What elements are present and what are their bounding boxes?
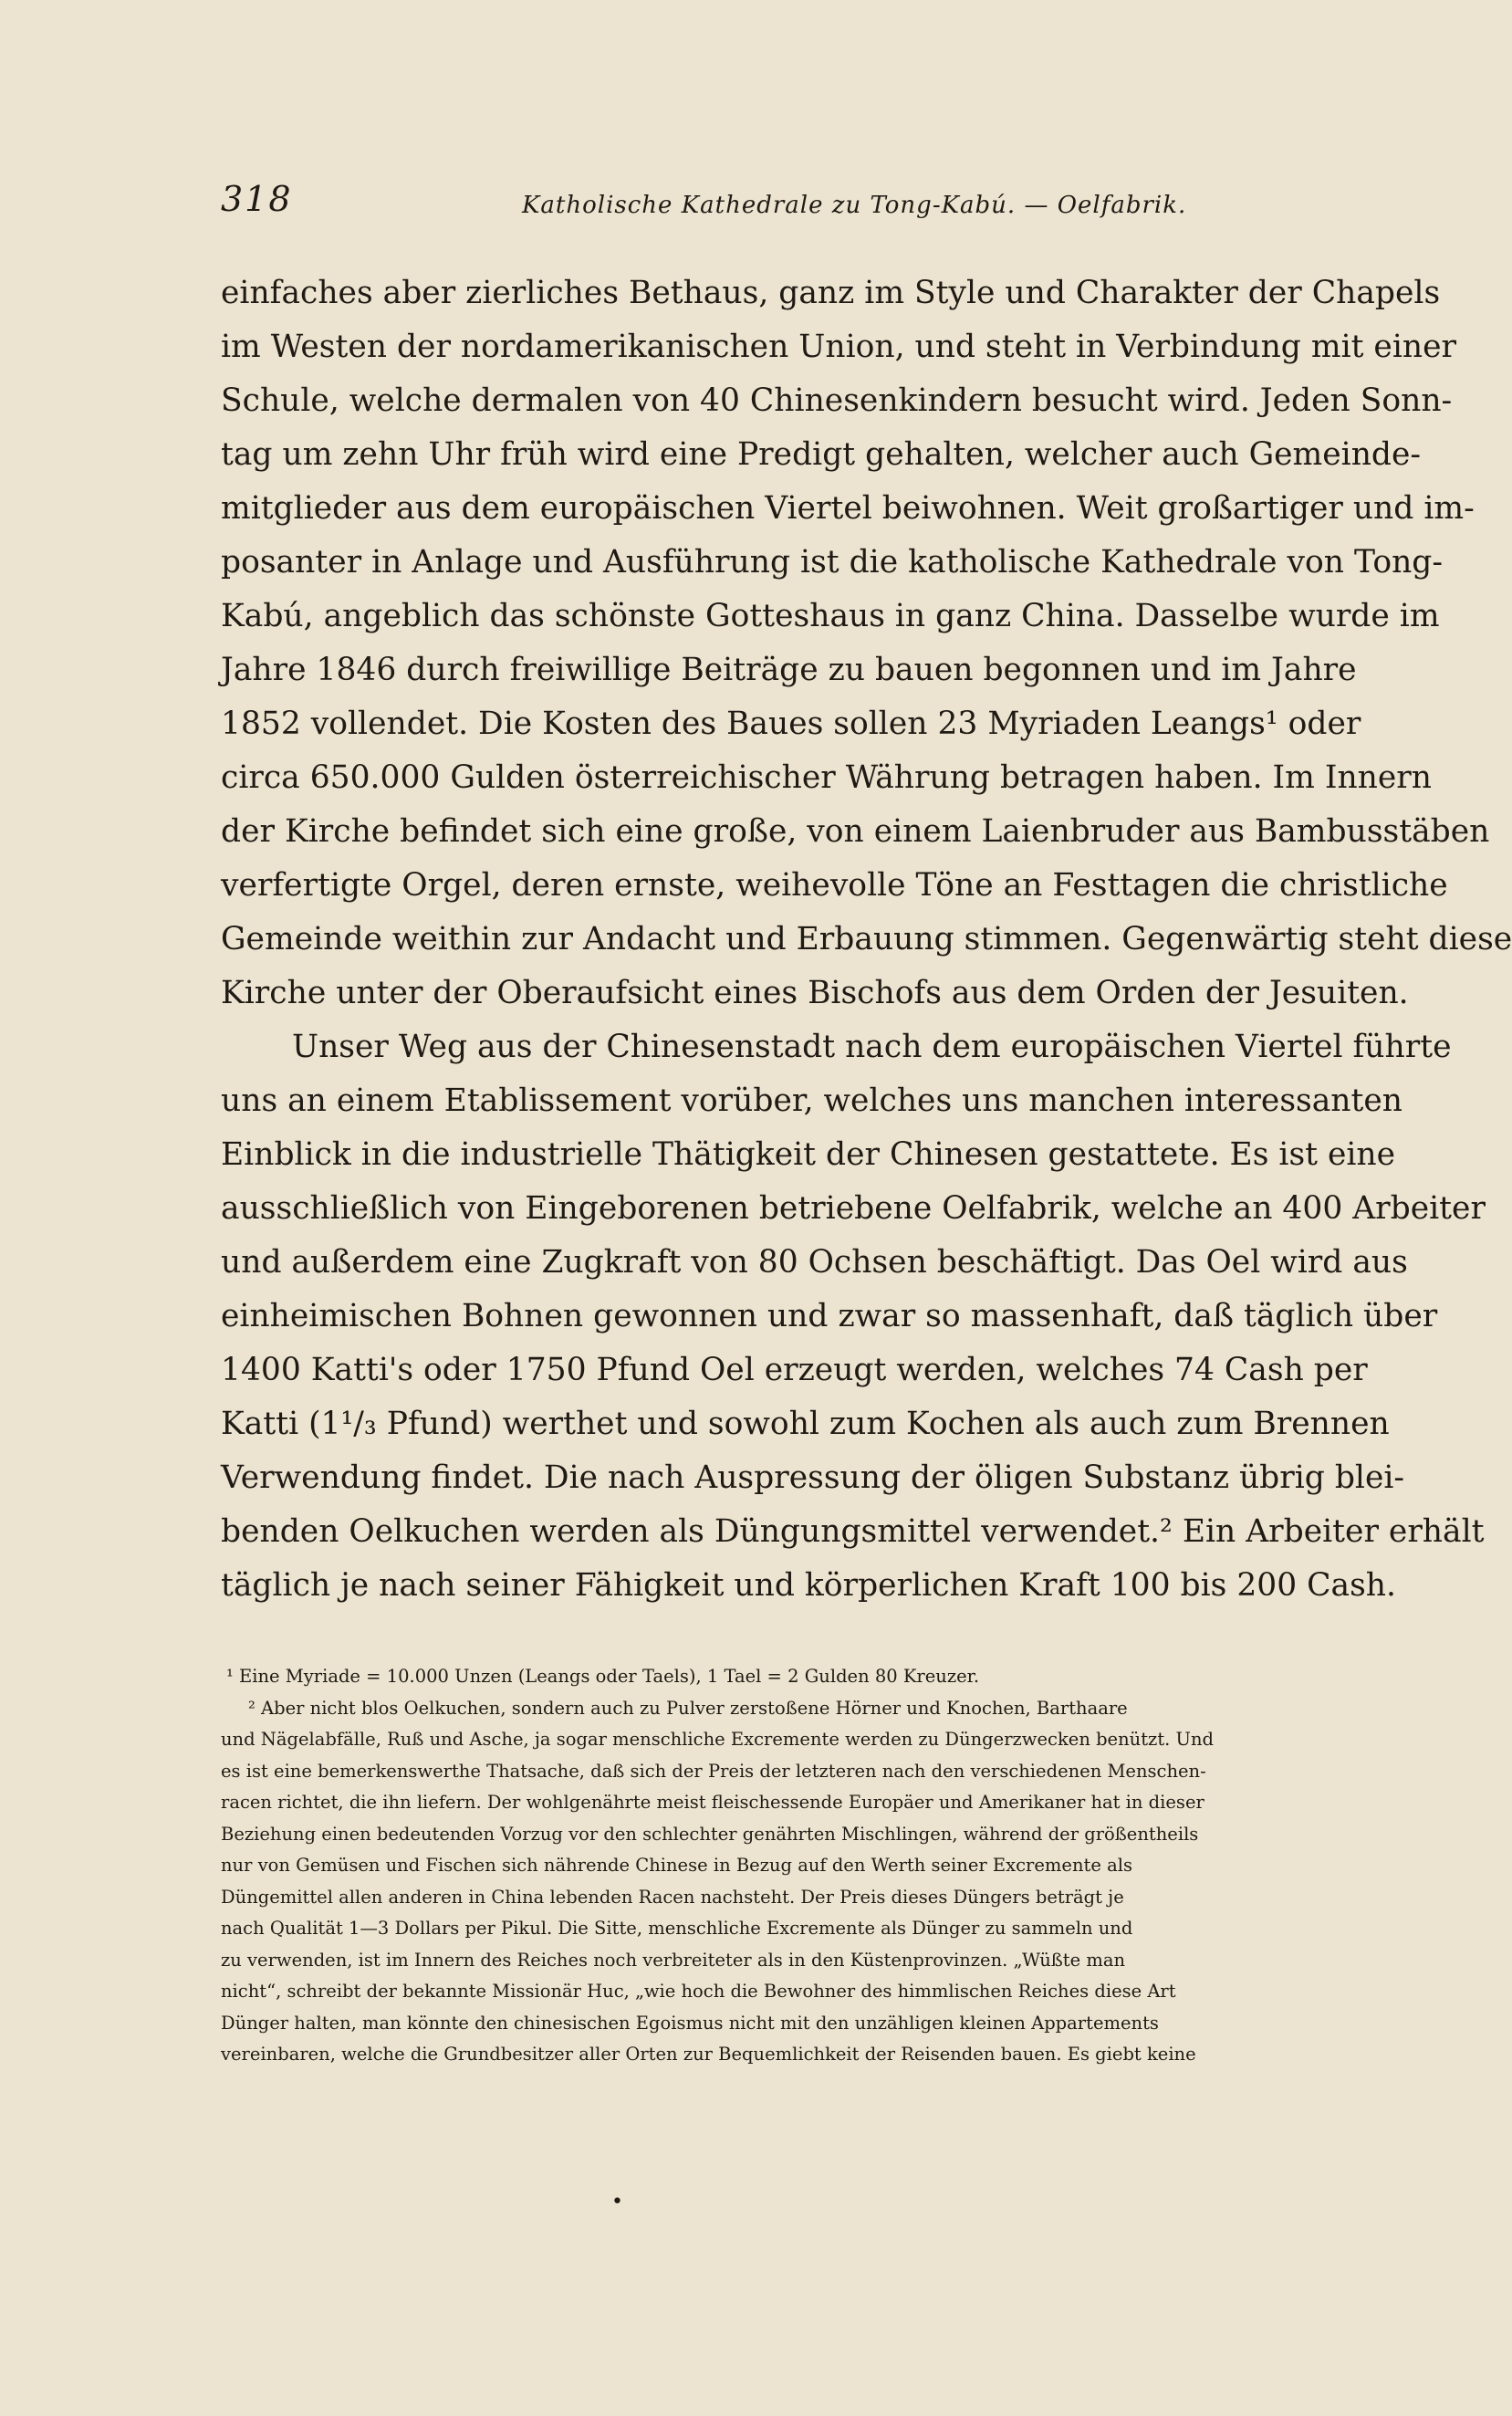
footnote-line: nur von Gemüsen und Fischen sich nährende Chinese in Bezug auf den Werth seiner Excremente als — [221, 1855, 1132, 1876]
page-number: 318 — [221, 179, 293, 219]
body-line: Gemeinde weithin zur Andacht und Erbauung stimmen. Gegenwärtig steht diese — [221, 921, 1512, 957]
body-line: Kirche unter der Oberaufsicht eines Bischofs aus dem Orden der Jesuiten. — [221, 975, 1409, 1011]
body-line: benden Oelkuchen werden als Düngungsmittel verwendet.² Ein Arbeiter erhält — [221, 1513, 1485, 1550]
footnotes — [221, 1661, 1378, 2071]
body-line: täglich je nach seiner Fähigkeit und körperlichen Kraft 100 bis 200 Cash. — [221, 1567, 1396, 1604]
body-line: ausschließlich von Eingeborenen betriebene Oelfabrik, welche an 400 Arbeiter — [221, 1190, 1486, 1227]
body-line: einheimischen Bohnen gewonnen und zwar so massenhaft, daß täglich über — [221, 1298, 1438, 1334]
page-header — [221, 179, 1352, 234]
body-line: 1400 Katti's oder 1750 Pfund Oel erzeugt werden, welches 74 Cash per — [221, 1352, 1368, 1388]
body-line: Katti (1¹/₃ Pfund) werthet und sowohl zum Kochen als auch zum Brennen — [221, 1406, 1390, 1442]
body-line: der Kirche befindet sich eine große, von einem Laienbruder aus Bambusstäben — [221, 813, 1490, 850]
body-line: circa 650.000 Gulden österreichischer Währung betragen haben. Im Innern — [221, 759, 1433, 796]
footnote-line: und Nägelabfälle, Ruß und Asche, ja sogar menschliche Excremente werden zu Düngerzwecken benützt. Und — [221, 1729, 1215, 1750]
running-title: Katholische Kathedrale zu Tong-Kabú. — Oelfabrik. — [522, 192, 1187, 219]
footnote-line: es ist eine bemerkenswerthe Thatsache, daß sich der Preis der letzteren nach den verschiedenen Menschen- — [221, 1760, 1206, 1782]
body-line: verfertigte Orgel, deren ernste, weihevolle Töne an Festtagen die christliche — [221, 867, 1448, 904]
paragraph-start-line: Unser Weg aus der Chinesenstadt nach dem europäischen Viertel führte — [292, 1029, 1452, 1065]
footnote-line: Düngemittel allen anderen in China lebenden Racen nachsteht. Der Preis dieses Düngers beträgt je — [221, 1886, 1124, 1908]
footnote-line: racen richtet, die ihn liefern. Der wohlgenährte meist fleischessende Europäer und Amerikaner hat in dieser — [221, 1792, 1204, 1813]
body-line: und außerdem eine Zugkraft von 80 Ochsen beschäftigt. Das Oel wird aus — [221, 1244, 1408, 1281]
footnote-2: ² Aber nicht blos Oelkuchen, sondern auch zu Pulver zerstoßene Hörner und Knochen, Barthaare — [248, 1697, 1128, 1719]
footnote-line: nicht“, schreibt der bekannte Missionär Huc, „wie hoch die Bewohner des himmlischen Reiches diese Art — [221, 1981, 1176, 2002]
footnote-line: Beziehung einen bedeutenden Vorzug vor den schlechter genährten Mischlingen, während der größentheils — [221, 1823, 1199, 1845]
body-line: 1852 vollendet. Die Kosten des Baues sollen 23 Myriaden Leangs¹ oder — [221, 706, 1361, 742]
body-line: einfaches aber zierliches Bethaus, ganz im Style und Charakter der Chapels — [221, 275, 1441, 311]
body-line: Schule, welche dermalen von 40 Chinesenkindern besucht wird. Jeden Sonn- — [221, 382, 1453, 419]
body-text — [221, 267, 1512, 1613]
footnote-line: zu verwenden, ist im Innern des Reiches noch verbreiteter als in den Küstenprovinzen. „Wüßte man — [221, 1949, 1126, 1971]
body-line: Kabú, angeblich das schönste Gotteshaus in ganz China. Dasselbe wurde im — [221, 598, 1440, 634]
body-line: im Westen der nordamerikanischen Union, und steht in Verbindung mit einer — [221, 329, 1457, 365]
body-line: tag um zehn Uhr früh wird eine Predigt gehalten, welcher auch Gemeinde- — [221, 436, 1422, 473]
footnote-line: vereinbaren, welche die Grundbesitzer aller Orten zur Bequemlichkeit der Reisenden bauen. Es giebt keine — [221, 2044, 1196, 2065]
body-line: mitglieder aus dem europäischen Viertel beiwohnen. Weit großartiger und im- — [221, 490, 1475, 527]
footnote-1: ¹ Eine Myriade = 10.000 Unzen (Leangs oder Taels), 1 Tael = 2 Gulden 80 Kreuzer. — [226, 1666, 980, 1687]
body-line: uns an einem Etablissement vorüber, welches uns manchen interessanten — [221, 1082, 1403, 1119]
ornament-mark: • — [611, 2191, 623, 2213]
body-line: Jahre 1846 durch freiwillige Beiträge zu bauen begonnen und im Jahre — [221, 652, 1357, 688]
body-line: Einblick in die industrielle Thätigkeit der Chinesen gestattete. Es ist eine — [221, 1136, 1396, 1173]
body-line: Verwendung findet. Die nach Auspressung der öligen Substanz übrig blei- — [221, 1459, 1405, 1496]
body-line: posanter in Anlage und Ausführung ist die katholische Kathedrale von Tong- — [221, 544, 1444, 580]
footnote-line: nach Qualität 1—3 Dollars per Pikul. Die Sitte, menschliche Excremente als Dünger zu sammeln und — [221, 1918, 1133, 1939]
footnote-line: Dünger halten, man könnte den chinesischen Egoismus nicht mit den unzähligen kleinen Appartements — [221, 2012, 1159, 2034]
